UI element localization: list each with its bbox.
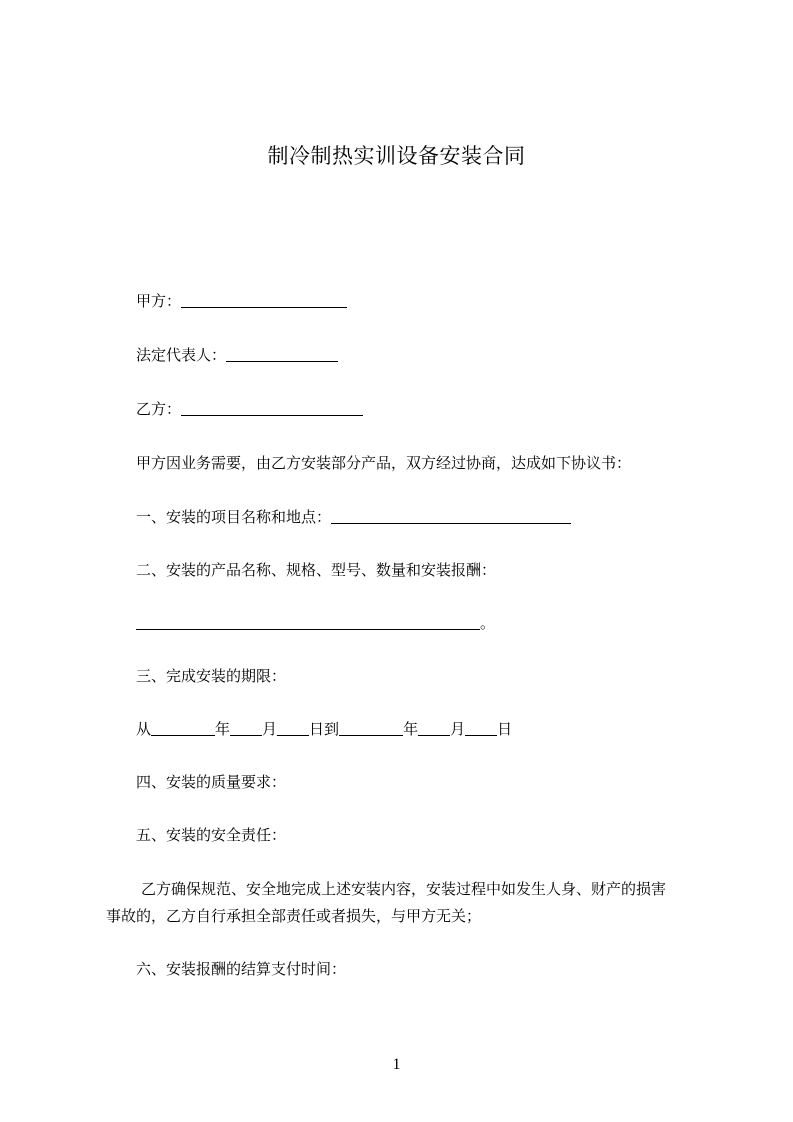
section-2-fill-line <box>136 612 495 634</box>
date-range-line <box>136 718 512 740</box>
section-3-label: 三、完成安装的期限： <box>136 667 287 685</box>
section-2-end-mark: 。 <box>480 614 496 632</box>
date-to-label: 日到 <box>309 720 340 738</box>
end-day-blank[interactable] <box>465 719 497 736</box>
legal-rep-label: 法定代表人： <box>136 346 227 364</box>
document-title: 制冷制热实训设备安装合同 <box>267 144 526 168</box>
start-month-label: 月 <box>262 720 278 738</box>
end-day-label: 日 <box>497 720 513 738</box>
party-a-label: 甲方： <box>136 292 182 310</box>
end-year-blank[interactable] <box>339 719 403 736</box>
legal-rep-blank[interactable] <box>226 345 338 362</box>
party-a-blank[interactable] <box>181 291 347 308</box>
party-b-blank[interactable] <box>181 399 363 416</box>
end-month-label: 月 <box>450 720 466 738</box>
section-2-blank[interactable] <box>136 613 480 630</box>
page-number: 1 <box>392 1056 401 1073</box>
section-4-label: 四、安装的质量要求： <box>136 773 287 791</box>
start-year-blank[interactable] <box>151 719 215 736</box>
section-1-line <box>136 506 571 528</box>
legal-rep-line <box>136 344 338 366</box>
party-a-line <box>136 290 347 312</box>
section-1-blank[interactable] <box>331 507 571 524</box>
start-day-blank[interactable] <box>277 719 309 736</box>
section-6-label: 六、安装报酬的结算支付时间： <box>136 960 347 978</box>
start-year-label: 年 <box>215 720 231 738</box>
party-b-label: 乙方： <box>136 400 182 418</box>
start-month-blank[interactable] <box>230 719 262 736</box>
section-5-label: 五、安装的安全责任： <box>136 826 287 844</box>
date-from-label: 从 <box>136 720 152 738</box>
section-1-label: 一、安装的项目名称和地点： <box>136 508 332 526</box>
end-month-blank[interactable] <box>418 719 450 736</box>
party-b-line <box>136 398 363 420</box>
end-year-label: 年 <box>403 720 419 738</box>
section-5-paragraph-line-1: 乙方确保规范、安全地完成上述安装内容，安装过程中如发生人身、财产的损害 <box>141 880 667 898</box>
section-5-paragraph-line-2: 事故的，乙方自行承担全部责任或者损失，与甲方无关； <box>106 907 482 925</box>
section-2-label: 二、安装的产品名称、规格、型号、数量和安装报酬： <box>136 561 497 579</box>
intro-paragraph: 甲方因业务需要，由乙方安装部分产品，双方经过协商，达成如下协议书： <box>136 454 632 472</box>
